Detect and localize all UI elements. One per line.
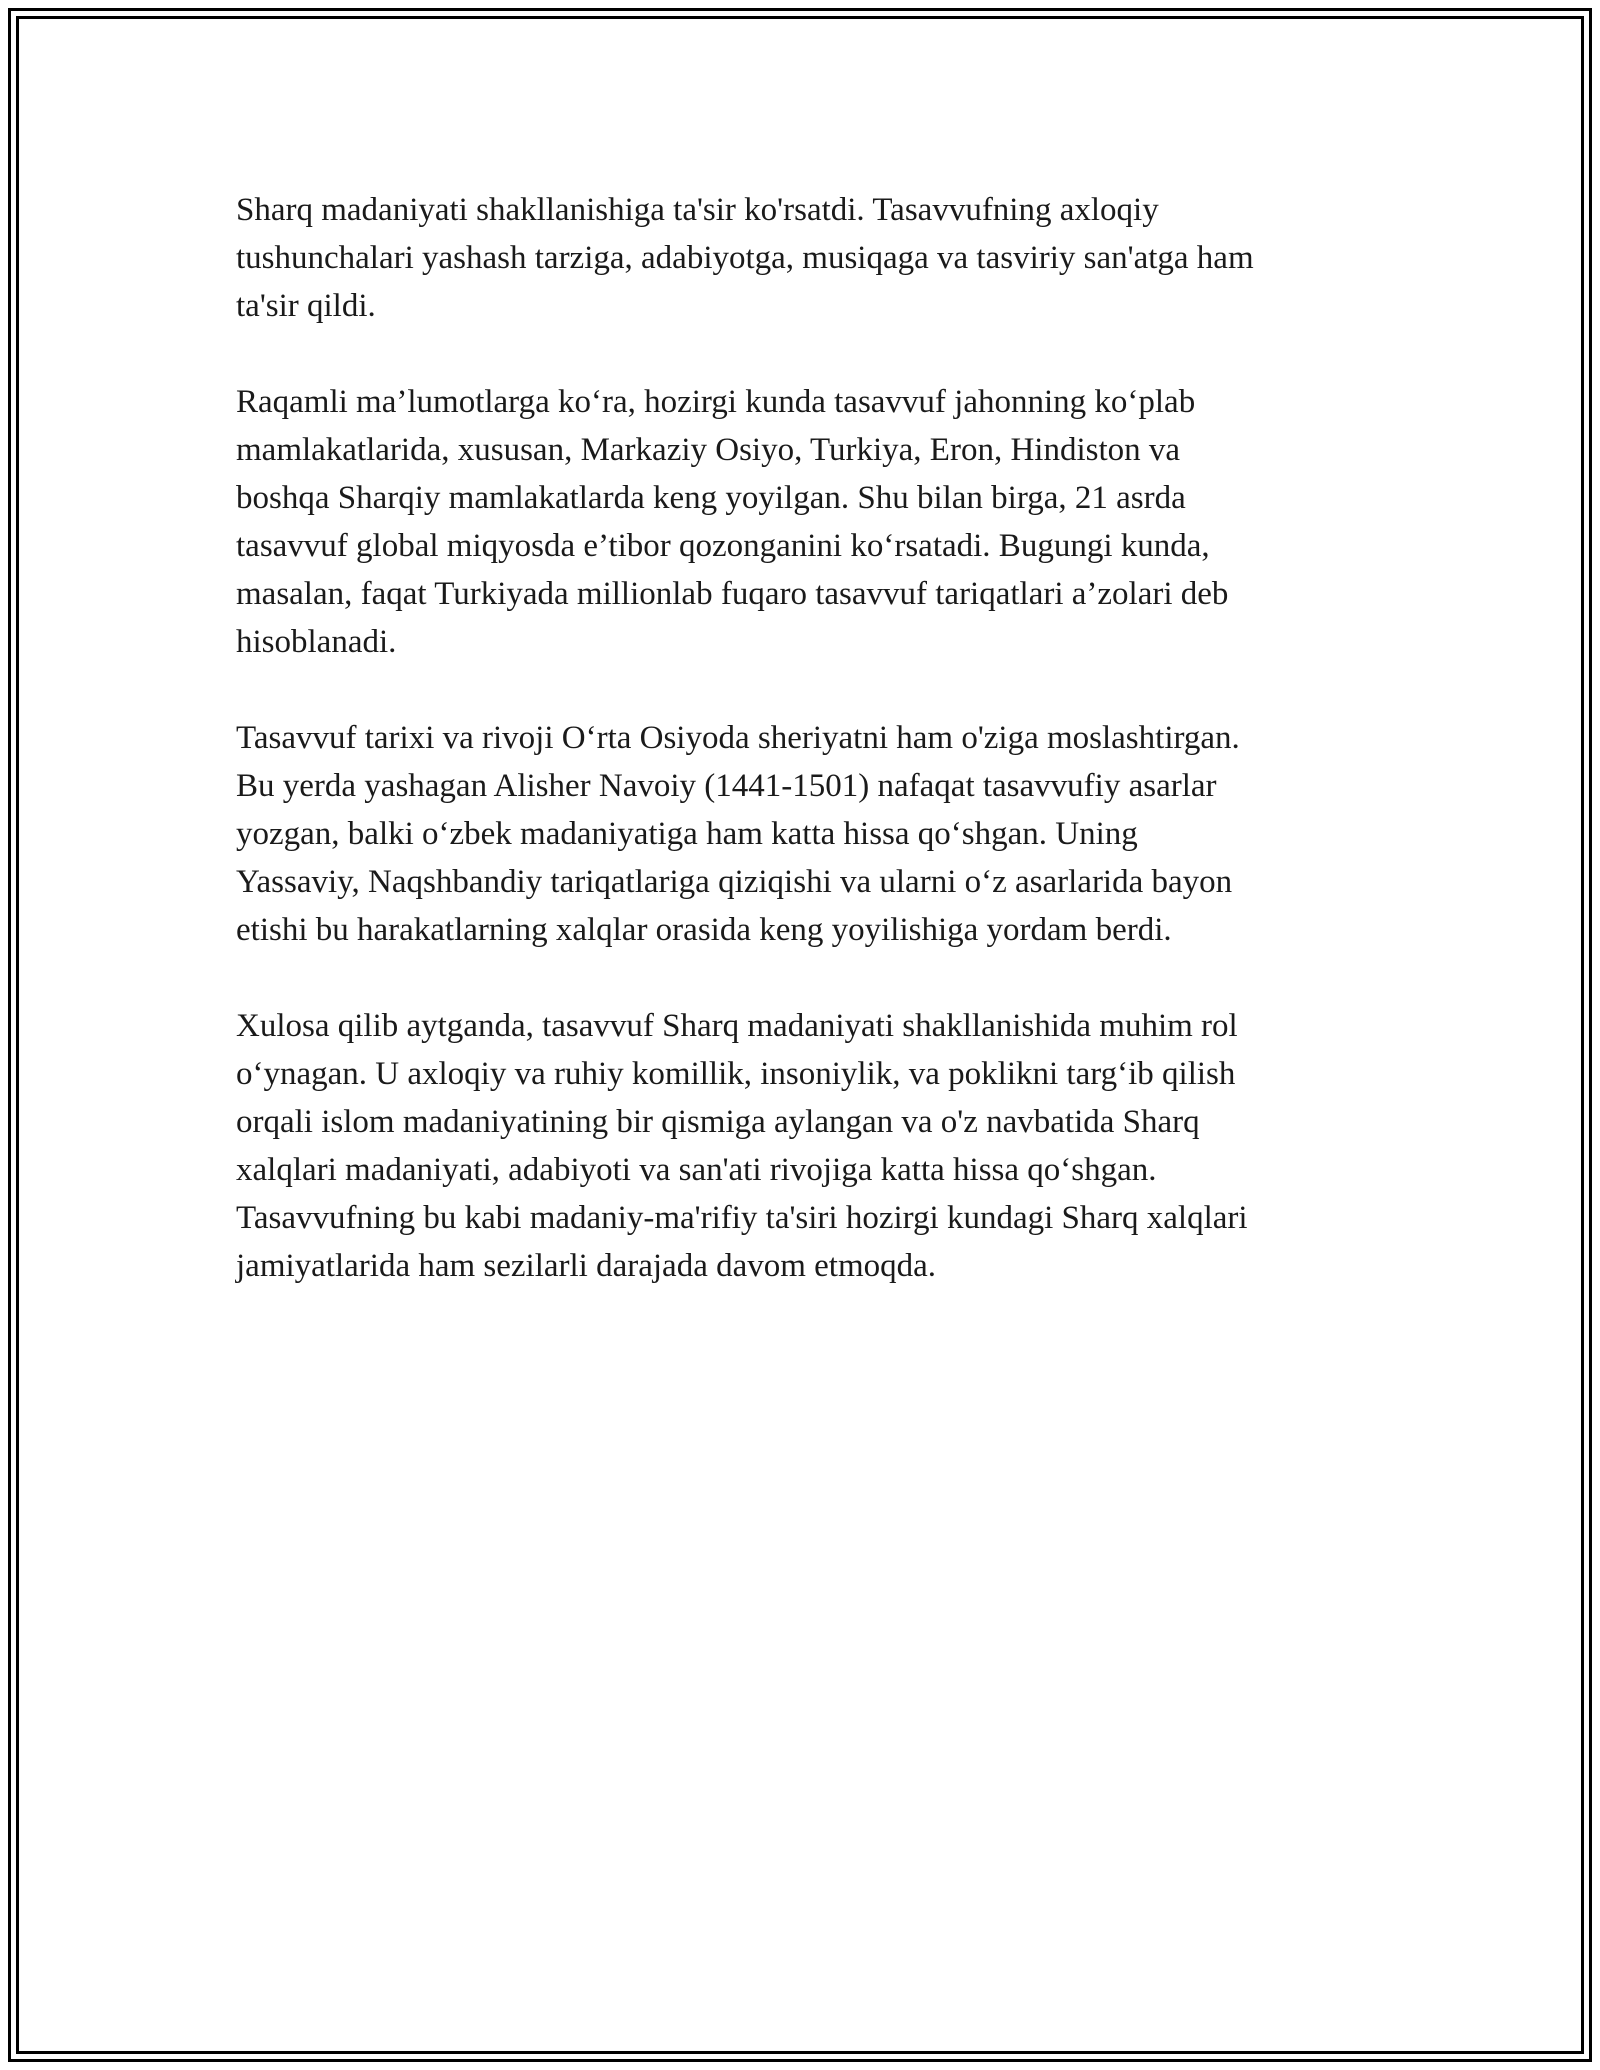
paragraph-line: etishi bu harakatlarning xalqlar orasida keng yoyilishiga yordam berdi. <box>236 912 1172 948</box>
paragraph-line: o‘ynagan. U axloqiy va ruhiy komillik, insoniylik, va poklikni targ‘ib qilish <box>236 1056 1236 1092</box>
paragraph-3 <box>236 714 1376 954</box>
paragraph-4 <box>236 1002 1376 1290</box>
paragraph-line: Tasavvufning bu kabi madaniy-ma'rifiy ta'siri hozirgi kundagi Sharq xalqlari <box>236 1200 1248 1236</box>
paragraph-1 <box>236 186 1376 330</box>
paragraph-line: jamiyatlarida ham sezilarli darajada davom etmoqda. <box>236 1248 937 1284</box>
paragraph-line: yozgan, balki o‘zbek madaniyatiga ham katta hissa qo‘shgan. Uning <box>236 816 1138 852</box>
paragraph-line: Raqamli ma’lumotlarga ko‘ra, hozirgi kunda tasavvuf jahonning ko‘plab <box>236 384 1196 420</box>
paragraph-line: hisoblanadi. <box>236 624 397 660</box>
paragraph-line: Xulosa qilib aytganda, tasavvuf Sharq madaniyati shakllanishida muhim rol <box>236 1008 1238 1044</box>
paragraph-line: Yassaviy, Naqshbandiy tariqatlariga qiziqishi va ularni o‘z asarlarida bayon <box>236 864 1233 900</box>
document-body <box>236 186 1376 1338</box>
paragraph-line: Tasavvuf tarixi va rivoji O‘rta Osiyoda sheriyatni ham o'ziga moslashtirgan. <box>236 720 1240 756</box>
paragraph-line: mamlakatlarida, xususan, Markaziy Osiyo, Turkiya, Eron, Hindiston va <box>236 432 1181 468</box>
paragraph-line: tasavvuf global miqyosda e’tibor qozonganini ko‘rsatadi. Bugungi kunda, <box>236 528 1210 564</box>
paragraph-2 <box>236 378 1376 666</box>
paragraph-line: Sharq madaniyati shakllanishiga ta'sir ko'rsatdi. Tasavvufning axloqiy <box>236 192 1159 228</box>
paragraph-line: xalqlari madaniyati, adabiyoti va san'ati rivojiga katta hissa qo‘shgan. <box>236 1152 1157 1188</box>
paragraph-line: boshqa Sharqiy mamlakatlarda keng yoyilgan. Shu bilan birga, 21 asrda <box>236 480 1186 516</box>
paragraph-line: Bu yerda yashagan Alisher Navoiy (1441-1501) nafaqat tasavvufiy asarlar <box>236 768 1217 804</box>
paragraph-line: ta'sir qildi. <box>236 288 376 324</box>
paragraph-line: tushunchalari yashash tarziga, adabiyotga, musiqaga va tasviriy san'atga ham <box>236 240 1254 276</box>
paragraph-line: masalan, faqat Turkiyada millionlab fuqaro tasavvuf tariqatlari a’zolari deb <box>236 576 1229 612</box>
paragraph-line: orqali islom madaniyatining bir qismiga aylangan va o'z navbatida Sharq <box>236 1104 1200 1140</box>
